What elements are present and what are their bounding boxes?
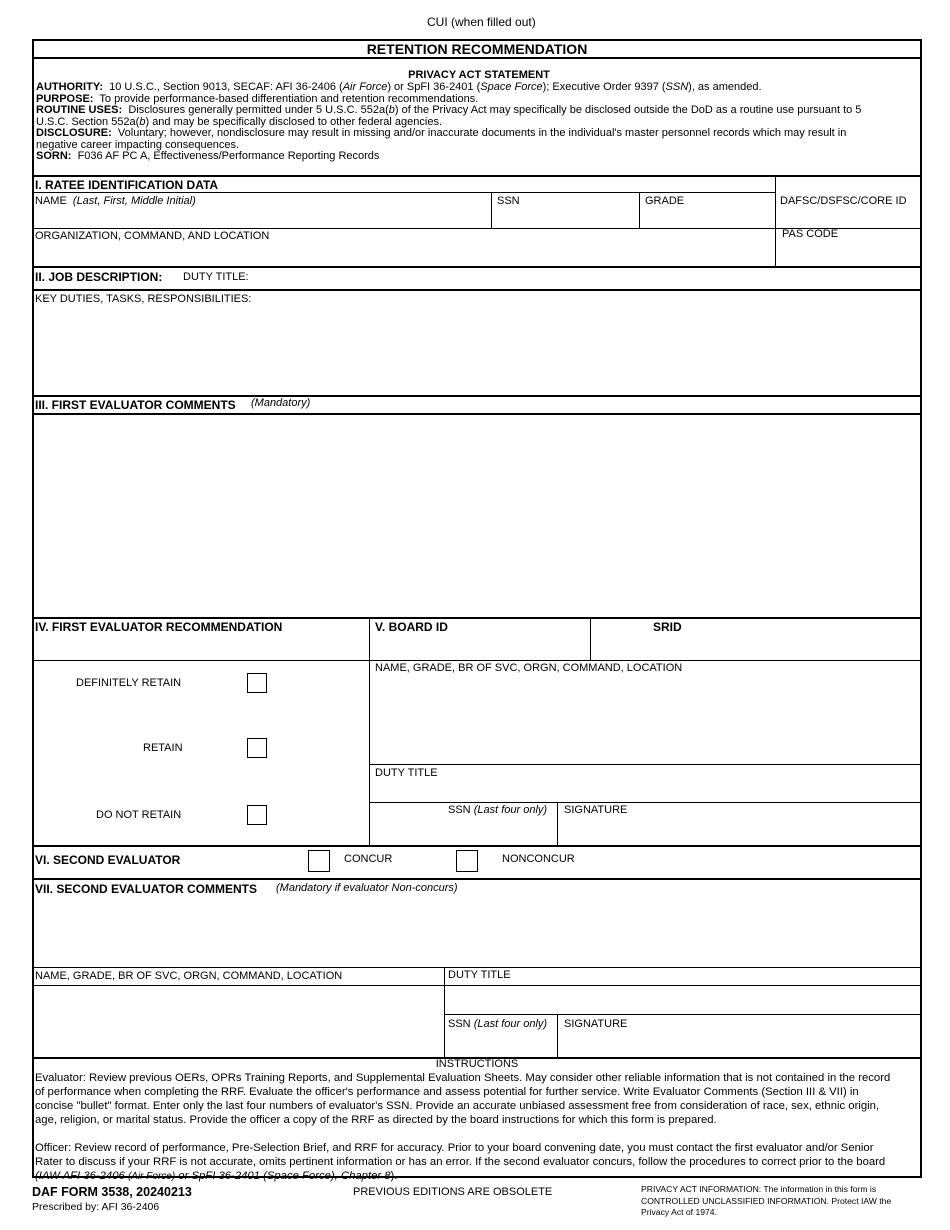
routine-text: ) of the Privacy Act may specifically be disclosed outside the DoD as a routine use pursuant to 5 [394,104,862,116]
do-not-retain-label: DO NOT RETAIN [96,809,182,821]
srid-label: SRID [653,620,682,634]
divider [32,175,922,177]
routine-label: ROUTINE USES: [36,104,123,116]
second-evaluator-name-label: NAME, GRADE, BR OF SVC, ORGN, COMMAND, LOCATION [35,970,343,982]
form-title: RETENTION RECOMMENDATION [366,41,588,57]
divider [32,266,922,268]
second-evaluator-duty-title-label: DUTY TITLE [448,969,511,981]
ssn-field-label: SSN [497,195,520,207]
divider [32,395,922,397]
authority-text: ), as amended. [688,81,762,93]
grade-field-label: GRADE [645,195,685,207]
section-3-title: III. FIRST EVALUATOR COMMENTS [35,398,236,412]
routine-text: Disclosures generally permitted under 5 U.S.C. 552a( [128,104,389,116]
retain-checkbox[interactable] [247,738,267,758]
second-evaluator-signature-label: SIGNATURE [564,1018,628,1030]
divider [32,413,922,415]
instructions-line: concise "bullet" format. Enter only the last four numbers of evaluator's SSN. Provide an accurate unbiased assessment free from consideration of race, sex, ethnic origin, [35,1100,880,1112]
instructions-line: age, religion, or marital status. Provide the officer a copy of the RRF as directed by the board instructions for which this form is prepared. [35,1114,717,1126]
divider [491,192,492,228]
name-field-label: NAME (Last, First, Middle Initial) [35,195,196,207]
divider [32,967,922,968]
instructions-body [35,1071,919,1184]
divider [639,192,640,228]
divider [369,618,370,846]
divider [32,985,444,986]
obsolete-notice: PREVIOUS EDITIONS ARE OBSOLETE [353,1186,553,1198]
divider [32,845,922,847]
disclosure-text: negative career impacting consequences. [36,138,240,151]
divider [32,192,775,193]
sorn-label: SORN: [36,150,72,162]
nonconcur-checkbox[interactable] [456,850,478,872]
authority-label: AUTHORITY: [36,81,104,93]
disclosure-text: Voluntary; however, nondisclosure may result in missing and/or inaccurate documents in the individual's master personnel records which may result in [117,127,847,139]
form-frame [32,39,922,1178]
section-1-title: I. RATEE IDENTIFICATION DATA [35,178,219,192]
divider [369,764,922,765]
privacy-heading: PRIVACY ACT STATEMENT [408,69,550,81]
definitely-retain-label: DEFINITELY RETAIN [76,677,182,689]
divider [32,660,922,661]
divider [444,1014,922,1015]
divider [444,985,922,986]
routine-text: ) and may be specifically disclosed to other federal agencies. [145,115,443,128]
evaluator-duty-title-label: DUTY TITLE [375,767,438,779]
routine-text: b [139,115,146,128]
nonconcur-label: NONCONCUR [502,853,575,865]
authority-ssn: SSN [665,81,689,93]
authority-text: 10 U.S.C., Section 9013, SECAF: AFI 36-2406 ( [109,81,343,93]
section-2-title: II. JOB DESCRIPTION: [35,270,163,284]
privacy-act-info: PRIVACY ACT INFORMATION: The information in this form is CONTROLLED UNCLASSIFIED INFORMATION. Protect IAW the Privacy Act of 1974. [641,1184,892,1217]
section-7-note: (Mandatory if evaluator Non-concurs) [276,882,458,894]
key-duties-label: KEY DUTIES, TASKS, RESPONSIBILITIES: [35,293,252,305]
instructions-heading: INSTRUCTIONS [435,1058,519,1070]
instructions-line: of performance when completing the RRF. Evaluate the officer's performance and assess potential for further service. Write Evaluator Comments (Section III & VII) in [35,1086,859,1098]
divider [32,57,922,59]
evaluator-signature-label: SIGNATURE [564,804,628,816]
instructions-line: Officer: Review record of performance, Pre-Selection Brief, and RRF for accuracy. Prior to your board convening date, you must contact the first evaluator and/or Senior [35,1142,874,1154]
duty-title-label: DUTY TITLE: [183,271,249,283]
second-evaluator-ssn-label: SSN (Last four only) [448,1018,548,1030]
section-6-title: VI. SECOND EVALUATOR [35,853,181,867]
definitely-retain-checkbox[interactable] [247,673,267,693]
authority-af: Air Force [342,81,388,93]
section-7-title: VII. SECOND EVALUATOR COMMENTS [35,882,258,896]
divider [590,618,591,660]
divider [369,802,922,803]
prescribed-by: Prescribed by: AFI 36-2406 [32,1201,160,1213]
divider [444,967,445,1058]
purpose-text: To provide performance-based differentiation and retention recommendations. [99,92,479,105]
section-3-note: (Mandatory) [251,397,311,409]
purpose-label: PURPOSE: [36,92,94,105]
privacy-statement [36,82,916,163]
authority-text: ); Executive Order 9397 ( [542,81,666,93]
do-not-retain-checkbox[interactable] [247,805,267,825]
divider [775,176,776,266]
instructions-line: (IAW AFI 36-2406 (Air Force) or SpFI 36-2401 (Space Force), Chapter 8). [35,1170,398,1182]
divider [32,289,922,291]
sorn-text: F036 AF PC A, Effectiveness/Performance Reporting Records [77,150,380,162]
divider [557,802,558,846]
routine-text: b [388,104,395,116]
divider [32,878,922,880]
section-4-title: IV. FIRST EVALUATOR RECOMMENDATION [35,620,283,634]
instructions-line: Rater to discuss if your RRF is not accurate, omits pertinent information or has an error. If the second evaluator concurs, follow the procedures to correct prior to the board [35,1156,886,1168]
disclosure-label: DISCLOSURE: [36,127,112,139]
routine-text: U.S.C. Section 552a( [36,115,140,128]
authority-sf: Space Force [480,81,543,93]
form-id: DAF FORM 3538, 20240213 [32,1185,192,1199]
divider [557,1014,558,1058]
authority-text: ) or SpFI 36-2401 ( [387,81,481,93]
evaluator-name-label: NAME, GRADE, BR OF SVC, ORGN, COMMAND, LOCATION [375,662,683,674]
concur-checkbox[interactable] [308,850,330,872]
concur-label: CONCUR [344,853,393,865]
dafsc-field-label: DAFSC/DSFSC/CORE ID [780,195,907,207]
organization-field-label: ORGANIZATION, COMMAND, AND LOCATION [35,230,270,242]
retain-label: RETAIN [143,742,183,754]
instructions-line: Evaluator: Review previous OERs, OPRs Training Reports, and Supplemental Evaluation Sheets. May consider other reliable information that is not contained in the record [35,1072,891,1084]
divider [32,617,922,619]
cui-marking: CUI (when filled out) [427,15,536,29]
evaluator-ssn-label: SSN (Last four only) [448,804,548,816]
pas-code-field-label: PAS CODE [782,228,839,240]
section-5-title: V. BOARD ID [375,620,448,634]
